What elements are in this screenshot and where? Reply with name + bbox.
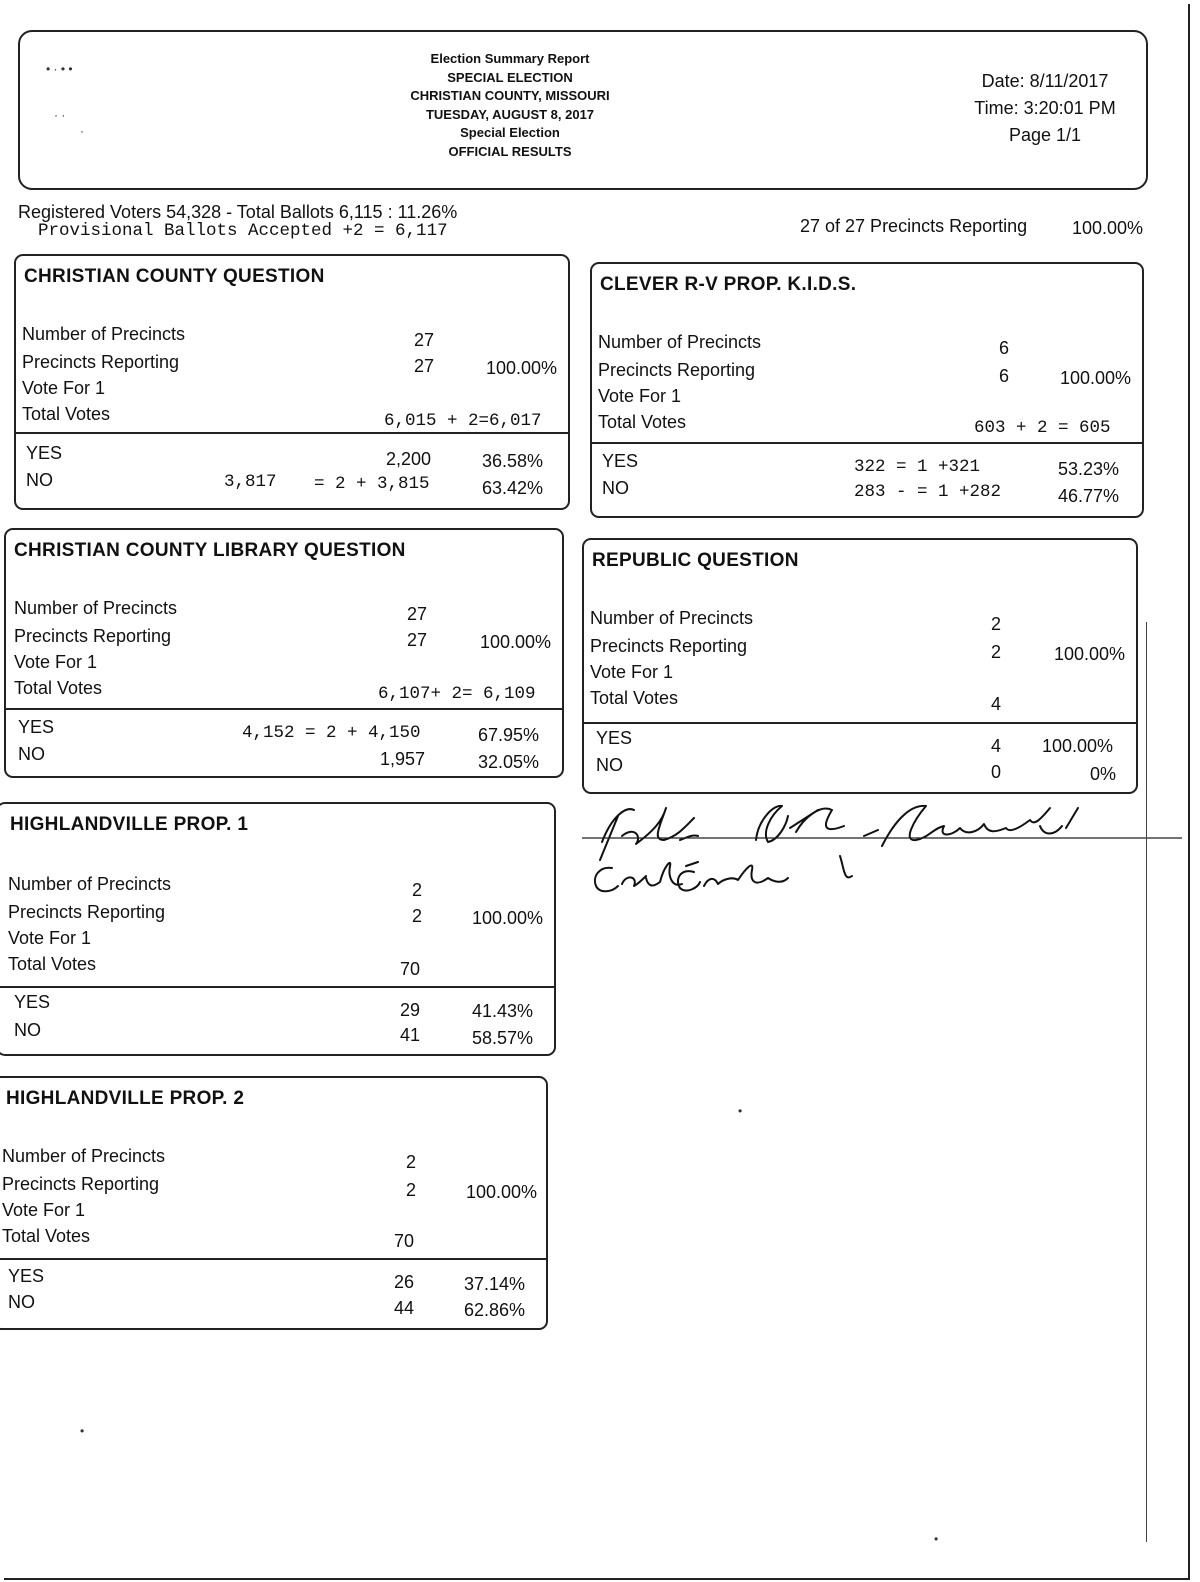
label-total-votes: Total Votes <box>590 688 679 708</box>
provisional-ballots-note: Provisional Ballots Accepted +2 = 6,117 <box>38 221 448 241</box>
value-no-percent: 0% <box>1090 764 1117 784</box>
divider <box>4 708 564 710</box>
report-time: Time: 3:20:01 PM <box>974 98 1116 118</box>
value-precincts-reporting: 2 <box>991 642 1002 662</box>
label-no: NO <box>26 470 53 490</box>
contest-title: CLEVER R-V PROP. K.I.D.S. <box>600 274 857 295</box>
divider <box>590 442 1144 444</box>
scan-speck: • <box>738 1104 743 1118</box>
official-signatures <box>582 796 1182 906</box>
label-vote-for: Vote For 1 <box>8 928 92 948</box>
label-precincts-reporting: Precincts Reporting <box>2 1174 160 1194</box>
value-no-percent: 62.86% <box>464 1300 526 1320</box>
label-no: NO <box>18 744 45 764</box>
divider <box>0 986 556 988</box>
report-date: Date: 8/11/2017 <box>981 71 1109 91</box>
election-type: SPECIAL ELECTION <box>447 69 573 85</box>
signature-stroke <box>756 806 852 878</box>
value-number-of-precincts: 27 <box>414 330 435 350</box>
value-reporting-percent: 100.00% <box>466 1182 538 1202</box>
value-no-votes: 41 <box>400 1025 421 1045</box>
label-yes: YES <box>14 992 51 1012</box>
signature-stroke <box>864 806 1078 846</box>
value-no-votes: = 2 + 3,815 <box>314 474 430 494</box>
value-yes-votes: 29 <box>400 1000 421 1020</box>
value-no-votes: 283 - = 1 +282 <box>854 482 1002 502</box>
label-number-of-precincts: Number of Precincts <box>8 874 172 894</box>
value-total-votes: 4 <box>991 694 1002 714</box>
value-yes-votes: 4 <box>991 736 1002 756</box>
scan-speck: · · <box>54 108 66 122</box>
contest-title: HIGHLANDVILLE PROP. 2 <box>6 1088 245 1109</box>
label-no: NO <box>14 1020 41 1040</box>
value-no-percent: 46.77% <box>1058 486 1120 506</box>
value-yes-percent: 53.23% <box>1058 459 1120 479</box>
value-precincts-reporting: 27 <box>414 356 435 376</box>
divider <box>14 432 570 434</box>
label-precincts-reporting: Precincts Reporting <box>22 352 180 372</box>
value-reporting-percent: 100.00% <box>486 358 558 378</box>
value-yes-percent: 41.43% <box>472 1001 534 1021</box>
label-precincts-reporting: Precincts Reporting <box>8 902 166 922</box>
value-yes-votes: 2,200 <box>386 449 432 469</box>
value-reporting-percent: 100.00% <box>1060 368 1132 388</box>
label-total-votes: Total Votes <box>8 954 97 974</box>
contest-title: CHRISTIAN COUNTY QUESTION <box>24 266 325 287</box>
report-title-block <box>360 50 660 161</box>
value-no-percent: 63.42% <box>482 478 544 498</box>
report-meta <box>950 68 1140 149</box>
label-yes: YES <box>26 443 63 463</box>
value-no-votes: 44 <box>394 1298 415 1318</box>
label-vote-for: Vote For 1 <box>2 1200 86 1220</box>
label-number-of-precincts: Number of Precincts <box>590 608 754 628</box>
value-total-votes: 70 <box>400 959 421 979</box>
contest-title: HIGHLANDVILLE PROP. 1 <box>10 814 249 835</box>
value-precincts-reporting: 6 <box>999 366 1010 386</box>
label-no: NO <box>8 1292 35 1312</box>
value-number-of-precincts: 2 <box>412 880 423 900</box>
registered-voters-summary: Registered Voters 54,328 - Total Ballots 6,115 : 11.26% <box>18 202 458 222</box>
label-no: NO <box>596 755 623 775</box>
report-title: Election Summary Report <box>430 51 590 66</box>
label-precincts-reporting: Precincts Reporting <box>598 360 756 380</box>
value-no-percent: 58.57% <box>472 1028 534 1048</box>
contest-republic-question <box>582 538 1138 794</box>
value-yes-votes: 26 <box>394 1272 415 1292</box>
scan-speck: • <box>934 1532 939 1546</box>
label-precincts-reporting: Precincts Reporting <box>14 626 172 646</box>
value-number-of-precincts: 2 <box>406 1152 417 1172</box>
label-number-of-precincts: Number of Precincts <box>598 332 762 352</box>
contest-christian-county-library-question <box>4 528 564 778</box>
value-no-percent: 32.05% <box>478 752 540 772</box>
label-yes: YES <box>596 728 633 748</box>
precincts-reporting-summary: 27 of 27 Precincts Reporting <box>800 216 1028 236</box>
label-number-of-precincts: Number of Precincts <box>14 598 178 618</box>
label-total-votes: Total Votes <box>14 678 103 698</box>
value-number-of-precincts: 27 <box>407 604 428 624</box>
precincts-reporting-percent: 100.00% <box>1072 218 1144 238</box>
value-number-of-precincts: 6 <box>999 338 1010 358</box>
scan-speck: • · • • <box>46 62 73 76</box>
divider <box>582 722 1138 724</box>
value-total-votes: 603 + 2 = 605 <box>974 418 1111 438</box>
label-vote-for: Vote For 1 <box>14 652 98 672</box>
results-status: OFFICIAL RESULTS <box>448 143 572 159</box>
label-vote-for: Vote For 1 <box>598 386 682 406</box>
contest-title: CHRISTIAN COUNTY LIBRARY QUESTION <box>14 540 406 561</box>
election-date: TUESDAY, AUGUST 8, 2017 <box>425 106 595 122</box>
value-yes-percent: 67.95% <box>478 725 540 745</box>
value-no-handwritten-total: 3,817 <box>224 472 277 492</box>
value-total-votes: 6,015 + 2=6,017 <box>384 411 542 431</box>
label-no: NO <box>602 478 629 498</box>
label-yes: YES <box>8 1266 45 1286</box>
contest-clever-rv-prop-kids <box>590 262 1144 518</box>
label-total-votes: Total Votes <box>22 404 111 424</box>
value-no-votes: 1,957 <box>380 749 426 769</box>
value-yes-percent: 37.14% <box>464 1274 526 1294</box>
value-reporting-percent: 100.00% <box>480 632 552 652</box>
value-reporting-percent: 100.00% <box>472 908 544 928</box>
label-precincts-reporting: Precincts Reporting <box>590 636 748 656</box>
right-margin-line <box>1146 622 1147 1542</box>
label-number-of-precincts: Number of Precincts <box>22 324 186 344</box>
value-no-votes: 0 <box>991 762 1002 782</box>
value-number-of-precincts: 2 <box>991 614 1002 634</box>
label-vote-for: Vote For 1 <box>590 662 674 682</box>
value-reporting-percent: 100.00% <box>1054 644 1126 664</box>
contest-highlandville-prop-2 <box>0 1076 548 1330</box>
county: CHRISTIAN COUNTY, MISSOURI <box>410 88 610 103</box>
signature-stroke <box>595 862 788 891</box>
value-precincts-reporting: 2 <box>412 906 423 926</box>
value-total-votes: 70 <box>394 1231 415 1251</box>
label-number-of-precincts: Number of Precincts <box>2 1146 166 1166</box>
value-yes-votes: 4,152 = 2 + 4,150 <box>242 723 421 743</box>
value-yes-votes: 322 = 1 +321 <box>854 457 981 477</box>
value-yes-percent: 100.00% <box>1042 736 1114 756</box>
report-header <box>18 30 1148 190</box>
signature-stroke <box>600 808 698 860</box>
value-precincts-reporting: 2 <box>406 1180 417 1200</box>
contest-title: REPUBLIC QUESTION <box>592 550 799 571</box>
page-number: Page 1/1 <box>1008 125 1082 145</box>
scan-speck: · <box>80 124 84 138</box>
election-name: Special Election <box>460 125 560 140</box>
scan-speck: • <box>80 1424 85 1438</box>
label-yes: YES <box>602 451 639 471</box>
divider <box>0 1258 548 1260</box>
contest-highlandville-prop-1 <box>0 802 556 1056</box>
value-precincts-reporting: 27 <box>407 630 428 650</box>
value-yes-percent: 36.58% <box>482 451 544 471</box>
label-total-votes: Total Votes <box>598 412 687 432</box>
contest-christian-county-question <box>14 254 570 510</box>
label-vote-for: Vote For 1 <box>22 378 106 398</box>
value-total-votes: 6,107+ 2= 6,109 <box>378 684 536 704</box>
label-yes: YES <box>18 717 55 737</box>
label-total-votes: Total Votes <box>2 1226 91 1246</box>
